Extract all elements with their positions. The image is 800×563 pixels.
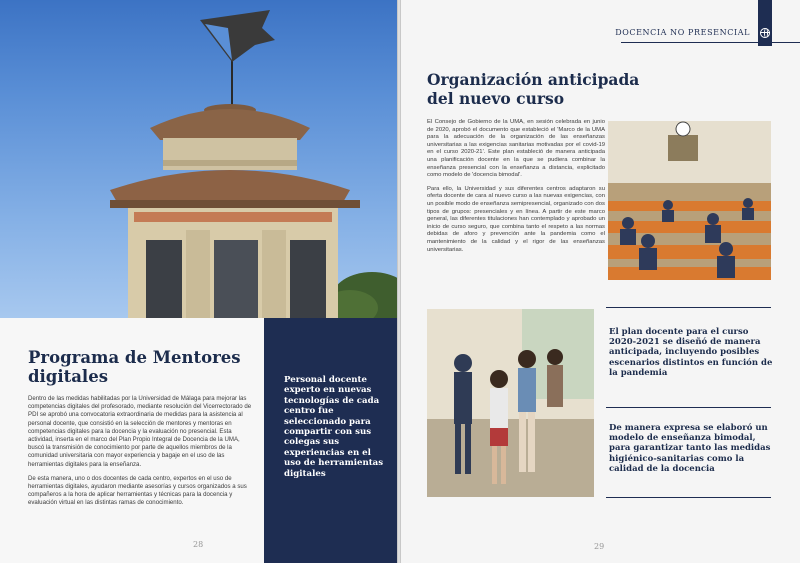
left-page [0, 0, 397, 563]
globe-emblem-icon [760, 28, 770, 38]
tower-photo [0, 0, 397, 318]
highlight-text: De manera expresa se elaboró un modelo de enseñanza bimodal, para garantizar tanto las medidas higiénico-sanitarias como la calidad de la docencia [609, 423, 771, 474]
right-page [401, 0, 800, 563]
pull-quote: Personal docente experto en nuevas tecnologías de cada centro fue seleccionado para compartir con sus colegas sus experiencias en el uso de herramientas digitales [284, 375, 384, 479]
body-text [28, 395, 252, 514]
divider [606, 497, 771, 498]
section-tab [758, 0, 772, 46]
pull-quote-box [264, 318, 397, 563]
section-title: Programa de Mentores digitales [28, 348, 241, 386]
header-rule [621, 42, 800, 43]
mentores-section [0, 318, 264, 563]
divider [606, 307, 771, 308]
students-photo [427, 309, 594, 497]
body-text [427, 119, 605, 260]
page-number: 29 [594, 542, 605, 551]
paragraph: El Consejo de Gobierno de la UMA, en sesión celebrada en junio de 2020, aprobó el documento que estableció el 'Marco de la UMA para la adecuación de la organización de las enseñanzas universitarias a las exigencias sanitarias motivadas por el covid-19 en el curso 2020-21'. Este plan estableció de manera anticipada una planificación docente en la que se pudiera combinar la enseñanza presencial con la enseñanza a distancia, explicitado como modelo de 'docencia bimodal'. [427, 119, 605, 179]
classroom-photo [608, 121, 771, 280]
divider [606, 407, 771, 408]
running-header: DOCENCIA NO PRESENCIAL [615, 28, 750, 37]
paragraph: De esta manera, uno o dos docentes de cada centro, expertos en el uso de herramientas digitales, ayudaron mediante asesorías y cursos organizados a sus compañeros a la hora de aplicar herramientas y técnicas para la docencia y evaluación virtual en las distintas ramas de conocimiento. [28, 474, 247, 507]
highlight-text: El plan docente para el curso 2020-2021 se diseñó de manera anticipada, incluyendo posibles escenarios distintos en función de la pandemia [609, 327, 773, 378]
paragraph: Para ello, la Universidad y sus diferentes centros adaptaron su oferta docente de cara al nuevo curso a las nuevas exigencias, con un posible modo de enseñanza semipresencial, organizado con dos tipos de grupos: presenciales y en línea. A partir de este marco general, las diferentes titulaciones han contemplado y aprobado un inicio de curso seguro, que combina tanto el respeto a las normas debidas de aforo y prevención ante la pandemia como el mantenimiento de la calidad y el rigor de las enseñanzas universitarias. [427, 185, 605, 253]
page-number: 28 [193, 540, 204, 549]
section-title: Organización anticipada del nuevo curso [427, 70, 640, 108]
paragraph: Dentro de las medidas habilitadas por la Universidad de Málaga para mejorar las competencias digitales del profesorado, mediante resolución del Vicerrectorado de PDI se aprobó una convocatoria extraordinaria de medidas para la asistencia al personal docente, que consistió en la selección de mentores y mentoras en competencias digitales para la docencia y la evaluación no presencial. Esta actividad, inserta en el marco del Plan Propio Integral de Docencia de la UMA, buscó la transmisión de conocimiento por parte de aquellos miembros de la comunidad universitaria con mayor experiencia y bagaje en el uso de las herramientas digitales para la enseñanza. [28, 395, 252, 468]
